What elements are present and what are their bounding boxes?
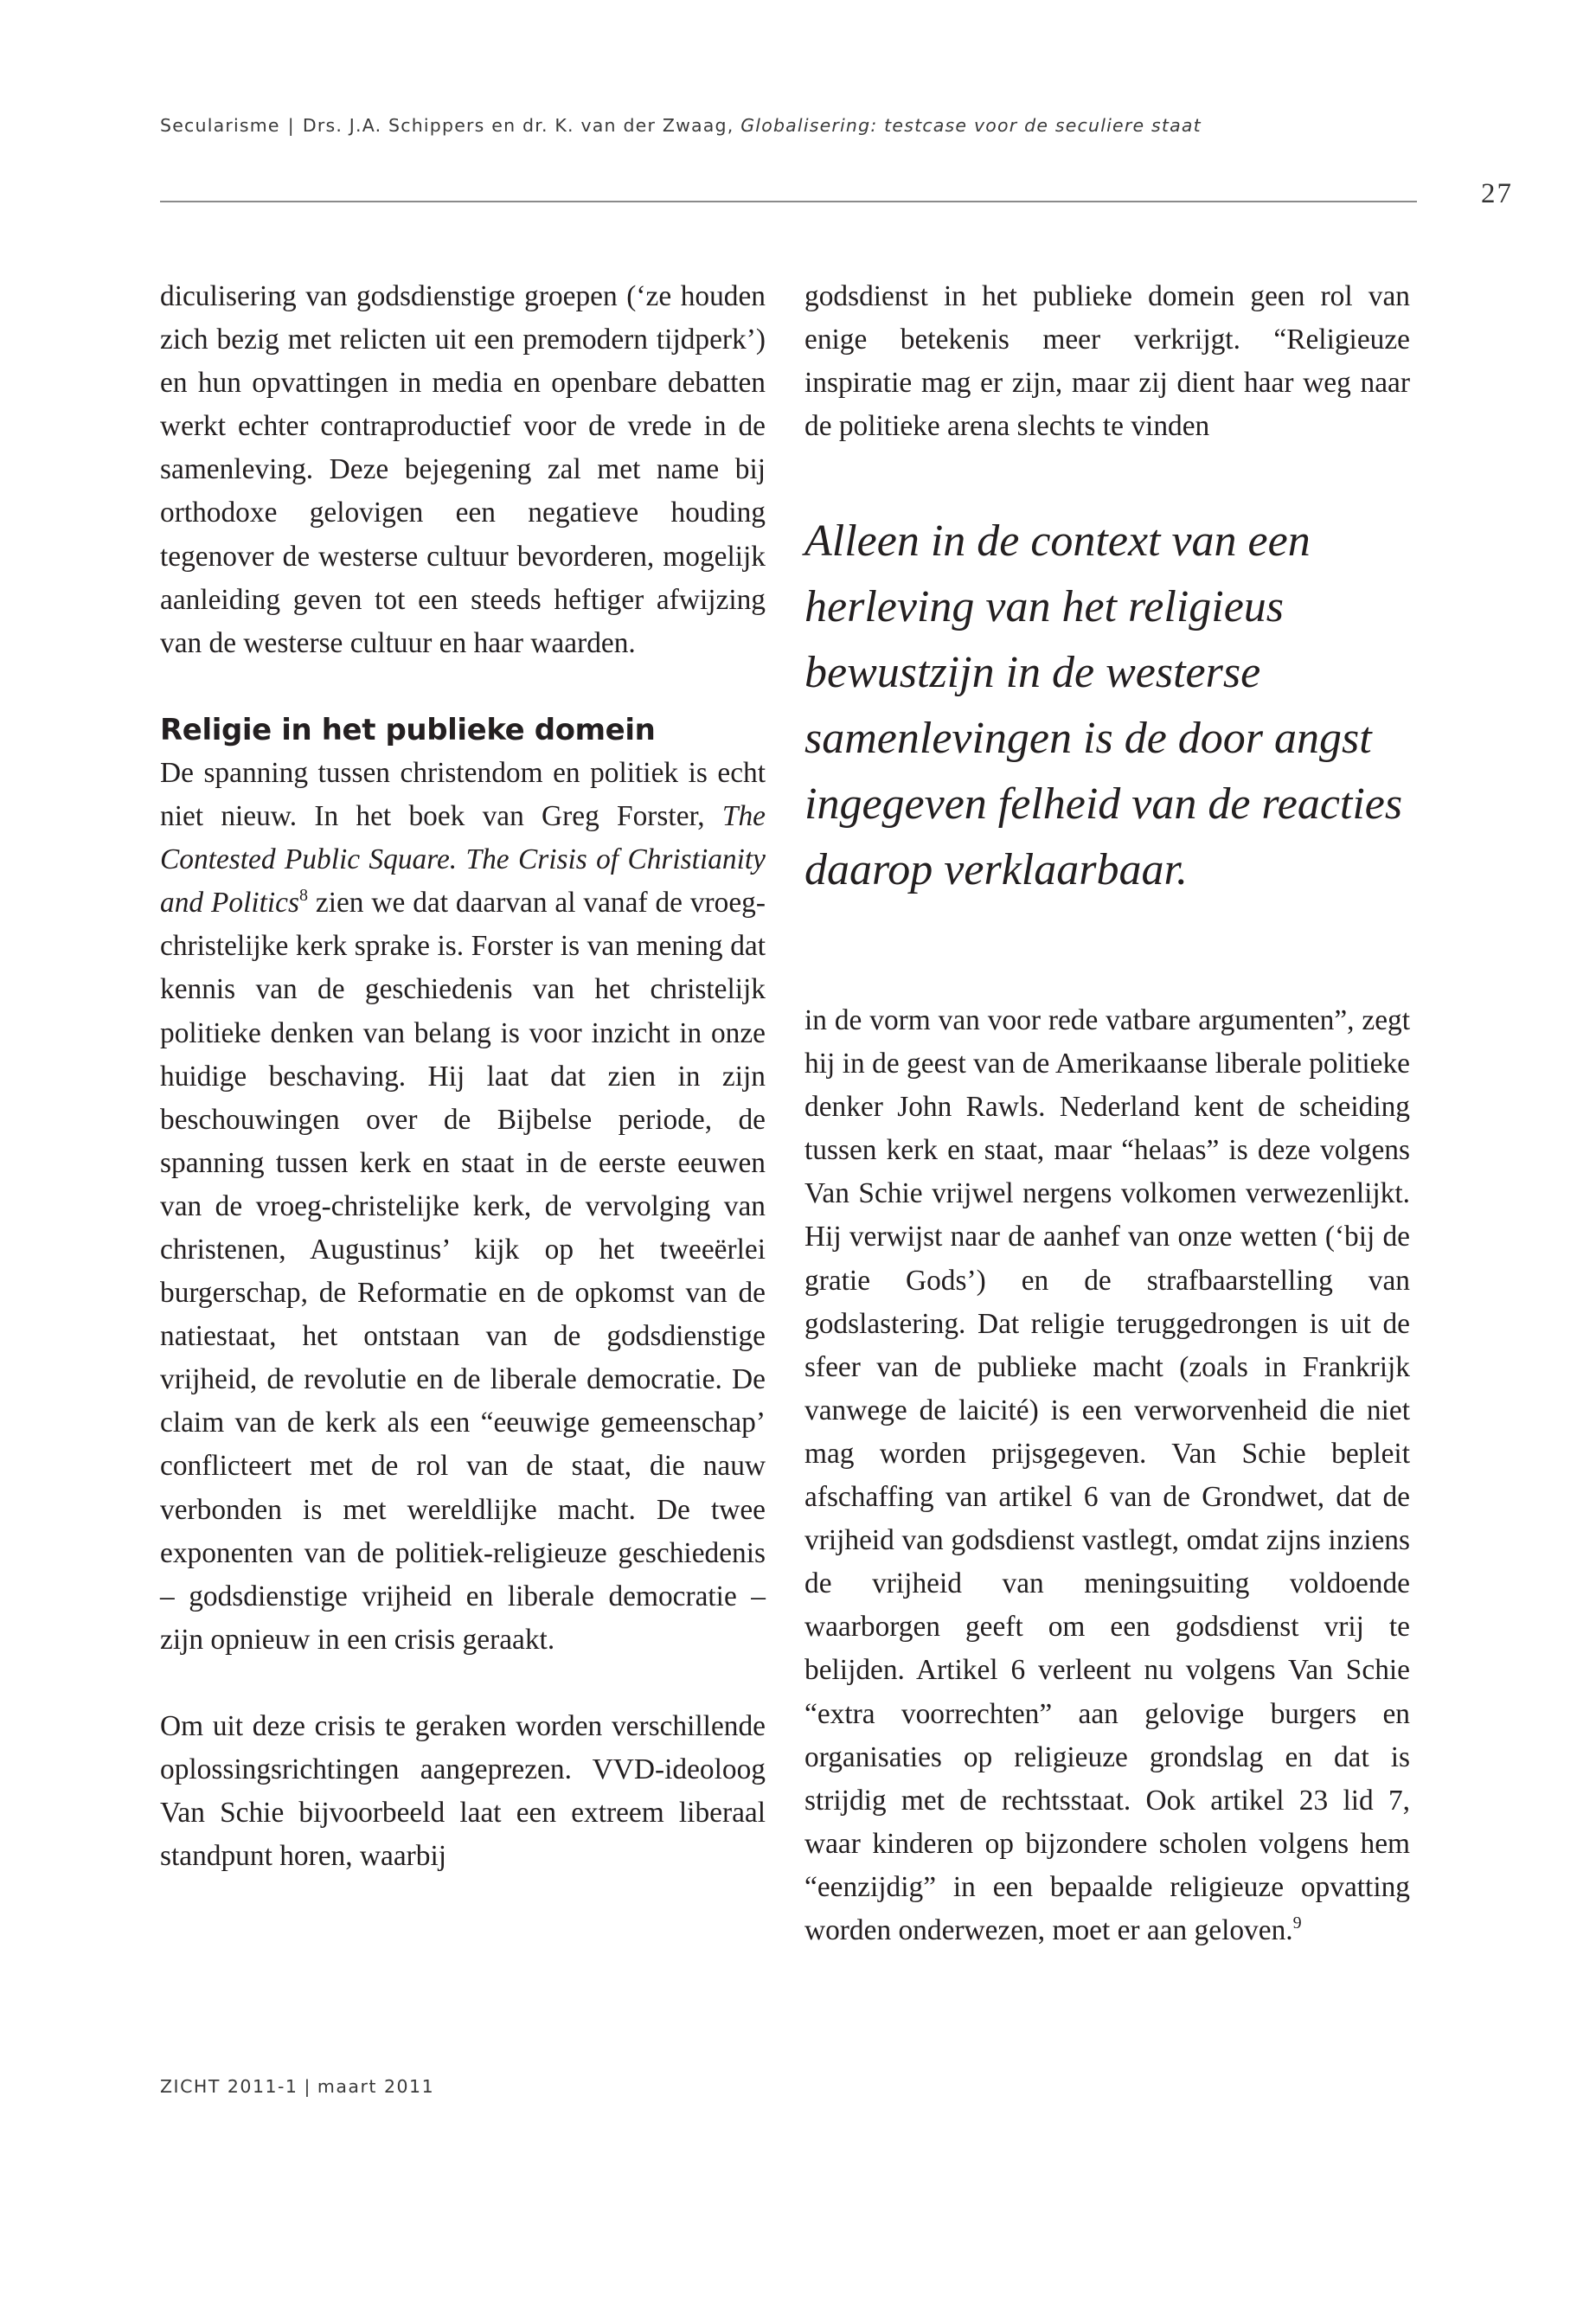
left-column <box>160 275 766 1878</box>
right-paragraph-2-text: in de vorm van voor rede vatbare argumenten”, zegt hij in de geest van de Amerikaanse liberale politieke denker John Rawls. Nederland kent de scheiding tussen kerk en staat, maar “helaas” is deze volgens Van Schie vrijwel nergens volkomen verwezenlijkt. Hij verwijst naar de aanhef van onze wetten (‘bij de gratie Gods’) en de strafbaarstelling van godslastering. Dat religie teruggedrongen is uit de sfeer van de publieke macht (zoals in Frankrijk vanwege de laicité) is een verworvenheid die niet mag worden prijsgegeven. Van Schie bepleit afschaffing van artikel 6 van de Grondwet, dat de vrijheid van godsdienst vastlegt, omdat zijns inziens de vrijheid van meningsuiting voldoende waarborgen geeft om een godsdienst vrij te belijden. Artikel 6 verleent nu volgens Van Schie “extra voorrechten” aan gelovige burgers en organisaties op religieuze grondslag en dat is strijdig met de rechtsstaat. Ook artikel 23 lid 7, waar kinderen op bijzondere scholen volgens hem “eenzijdig” in een bepaalde religieuze opvatting worden onderwezen, moet er aan geloven. <box>804 1004 1410 1946</box>
header-authors: Drs. J.A. Schippers en dr. K. van der Zwaag, <box>302 115 734 136</box>
page-number: 27 <box>1481 178 1513 209</box>
pull-quote-line: samenlevingen is de door angst <box>804 714 1372 763</box>
right-column-top <box>804 275 1410 448</box>
pull-quote-line: bewustzijn in de westerse <box>804 648 1261 697</box>
pull-quote <box>804 509 1427 903</box>
running-header <box>160 115 1414 136</box>
right-column-bottom <box>804 999 1410 1952</box>
book-title: The Contested Public Square. The Crisis of Christianity and Politics <box>160 800 766 920</box>
header-separator: | <box>287 115 295 136</box>
footnote-ref-9[interactable]: 9 <box>1292 1913 1302 1932</box>
paragraph-gap <box>160 1662 766 1705</box>
pull-quote-line: daarop verklaarbaar. <box>804 845 1188 894</box>
pull-quote-line: herleving van het religieus <box>804 582 1285 631</box>
right-paragraph-1: godsdienst in het publieke domein geen rol van enige betekenis meer verkrijgt. “Religieuze inspiratie mag er zijn, maar zij dient haar weg naar de politieke arena slechts te vinden <box>804 280 1410 443</box>
footer-journal: ZICHT 2011-1 <box>160 2076 298 2097</box>
paragraph-gap <box>160 665 766 708</box>
footer-separator: | <box>304 2076 311 2097</box>
header-section: Secularisme <box>160 115 280 136</box>
left-paragraph-2-text-b: zien we dat daarvan al vanaf de vroeg-christelijke kerk sprake is. Forster is van mening dat kennis van de geschiedenis van het christelijk politieke denken van belang is voor inzicht in onze huidige beschaving. Hij laat dat zien in zijn beschouwingen over de Bijbelse periode, de spanning tussen kerk en staat in de eerste eeuwen van de vroeg-christelijke kerk, de vervolging van christenen, Augustinus’ kijk op het tweeërlei burgerschap, de Reformatie en de opkomst van de natiestaat, het ontstaan van de godsdienstige vrijheid, de revolutie en de liberale democratie. De claim van de kerk als een “eeuwige gemeenschap’ conflicteert met de rol van de staat, die nauw verbonden is met wereldlijke macht. De twee exponenten van de politiek-religieuze geschiedenis – godsdienstige vrijheid en liberale democratie – zijn opnieuw in een crisis geraakt. <box>160 887 766 1656</box>
pull-quote-line: ingegeven felheid van de reacties <box>804 779 1403 829</box>
footnote-ref-8[interactable]: 8 <box>299 886 308 906</box>
left-paragraph-2-text-a: De spanning tussen christendom en politiek is echt niet nieuw. In het boek van Greg Forster, <box>160 756 766 833</box>
left-paragraph-3: Om uit deze crisis te geraken worden verschillende oplossingsrichtingen aangeprezen. VVD-ideoloog Van Schie bijvoorbeeld laat een extreem liberaal standpunt horen, waarbij <box>160 1709 766 1873</box>
header-rule <box>160 201 1417 202</box>
page-footer <box>160 2076 434 2097</box>
left-paragraph-1: diculisering van godsdienstige groepen (‘ze houden zich bezig met relicten uit een premodern tijdperk’) en hun opvattingen in media en openbare debatten werkt echter contraproductief voor de vrede in de samenleving. Deze bejegening zal met name bij orthodoxe gelovigen een negatieve houding tegenover de westerse cultuur bevorderen, mogelijk aanleiding geven tot een steeds heftiger afwijzing van de westerse cultuur en haar waarden. <box>160 280 766 659</box>
left-paragraph-2 <box>160 752 766 1662</box>
right-paragraph-2 <box>804 999 1410 1952</box>
header-article-title: Globalisering: testcase voor de seculiere staat <box>740 115 1202 136</box>
footer-date: maart 2011 <box>317 2076 435 2097</box>
section-heading: Religie in het publieke domein <box>160 712 656 747</box>
pull-quote-line: Alleen in de context van een <box>804 516 1311 566</box>
